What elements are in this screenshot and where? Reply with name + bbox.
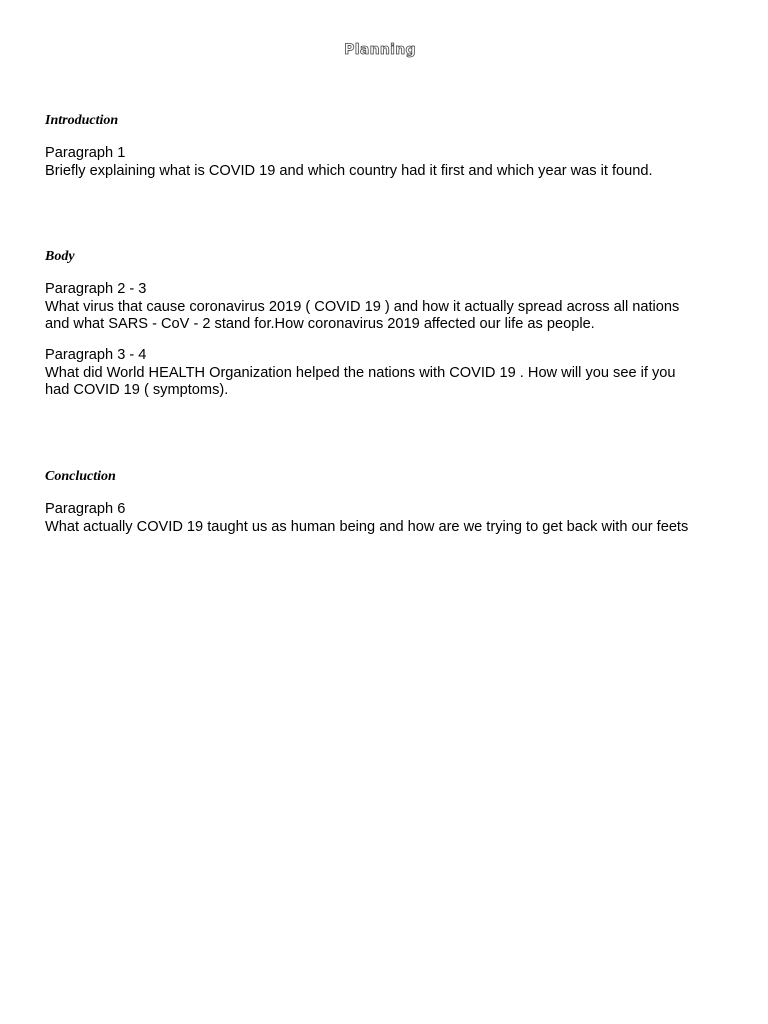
paragraph-text-line: Briefly explaining what is COVID 19 and which country had it first and which year was it found. [45,162,653,179]
paragraph-1 [45,145,735,180]
paragraph-label: Paragraph 6 [45,501,126,517]
paragraph-2-3 [45,281,735,334]
paragraph-6 [45,501,735,536]
page-title: Planning [344,42,416,58]
paragraph-label: Paragraph 1 [45,145,126,161]
paragraph-text-line: What virus that cause coronavirus 2019 ( COVID 19 ) and how it actually spread across all nations [45,298,680,315]
section-heading-introduction: Introduction [45,113,119,128]
section-heading-conclusion: Concluction [45,469,116,484]
paragraph-label: Paragraph 3 - 4 [45,347,147,363]
paragraph-text-line: and what SARS - CoV - 2 stand for.How coronavirus 2019 affected our life as people. [45,316,595,332]
paragraph-label: Paragraph 2 - 3 [45,281,147,297]
paragraph-text-line: had COVID 19 ( symptoms). [45,382,229,398]
paragraph-3-4 [45,347,735,400]
paragraph-text-line: What did World HEALTH Organization helped the nations with COVID 19 . How will you see if you [45,364,676,381]
section-heading-body: Body [45,249,75,264]
paragraph-text-line: What actually COVID 19 taught us as human being and how are we trying to get back with our feets [45,518,689,535]
